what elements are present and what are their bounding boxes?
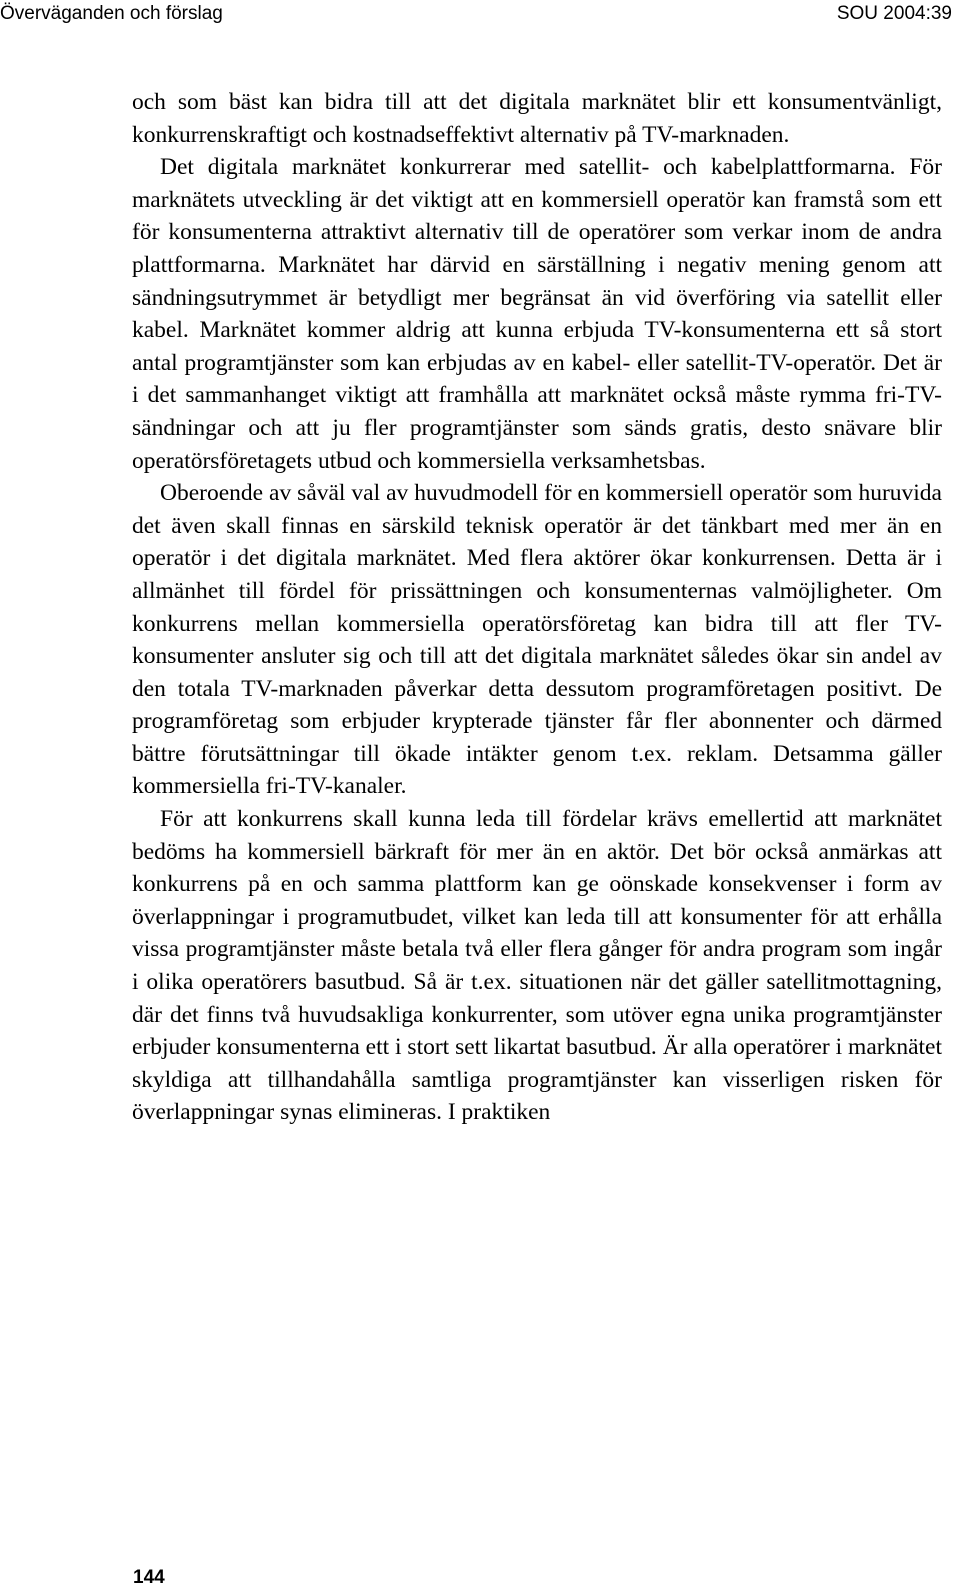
paragraph-2: Det digitala marknätet konkurrerar med satellit- och kabelplattformarna. För marknätets utveckling är det viktigt att en kommersiell operatör kan framstå som ett för konsumenterna attraktivt alternativ till de operatörer som verkar inom de andra plattformarna. Marknätet har därvid en särställning i negativ mening genom att sändningsutrymmet är betydligt mer begränsat än vid överföring via satellit eller kabel. Marknätet kommer aldrig att kunna erbjuda TV-konsumenterna ett så stort antal programtjänster som kan erbjudas av en kabel- eller satellit-TV-operatör. Det är i det sammanhanget viktigt att framhålla att marknätet också måste rymma fri-TV-sändningar och att ju fler programtjänster som sänds gratis, desto snävare blir operatörsföretagets utbud och kommersiella verksamhetsbas.: [132, 154, 942, 474]
paragraph-1: och som bäst kan bidra till att det digitala marknätet blir ett konsumentvänligt, konkurrenskraftigt och kostnadseffektivt alternativ på TV-marknaden.: [132, 89, 942, 148]
running-header: [0, 3, 960, 31]
paragraph-4: För att konkurrens skall kunna leda till fördelar krävs emellertid att marknätet bedöms ha kommersiell bärkraft för mer än en aktör. Det bör också anmärkas att konkurrens på en och samma plattform kan ge oönskade konsekvenser i form av överlappningar i programutbudet, vilket kan leda till att konsumenter för att erhålla vissa programtjänster måste betala två eller flera gånger för andra program som ingår i olika operatörers basutbud. Så är t.ex. situationen när det gäller satellitmottagning, där det finns två huvudsakliga konkurrenter, som utöver egna unika programtjänster erbjuder konsumenterna ett i stort sett likartat basutbud. Är alla operatörer i marknätet skyldiga att tillhandahålla samtliga programtjänster kan visserligen risken för överlappningar synas elimineras. I praktiken: [132, 806, 942, 1126]
page-number: 144: [133, 1567, 165, 1588]
header-report-id: SOU 2004:39: [836, 3, 952, 24]
body-text: [132, 86, 942, 1129]
paragraph-3: Oberoende av såväl val av huvudmodell för en kommersiell operatör som huruvida det även skall finnas en särskild teknisk operatör är det tänkbart med mer än en operatör i det digitala marknätet. Med flera aktörer ökar konkurrensen. Detta är i allmänhet till fördel för prissättningen och konsumenternas valmöjligheter. Om konkurrens mellan kommersiella operatörsföretag kan bidra till att fler TV-konsumenter ansluter sig och till att det digitala marknätet således ökar sin andel av den totala TV-marknaden påverkar detta dessutom programföretagen positivt. De programföretag som erbjuder krypterade tjänster får fler abonnenter och därmed bättre förutsättningar till ökade intäkter genom t.ex. reklam. Detsamma gäller kommersiella fri-TV-kanaler.: [132, 480, 942, 800]
header-section-title: Överväganden och förslag: [0, 3, 223, 24]
